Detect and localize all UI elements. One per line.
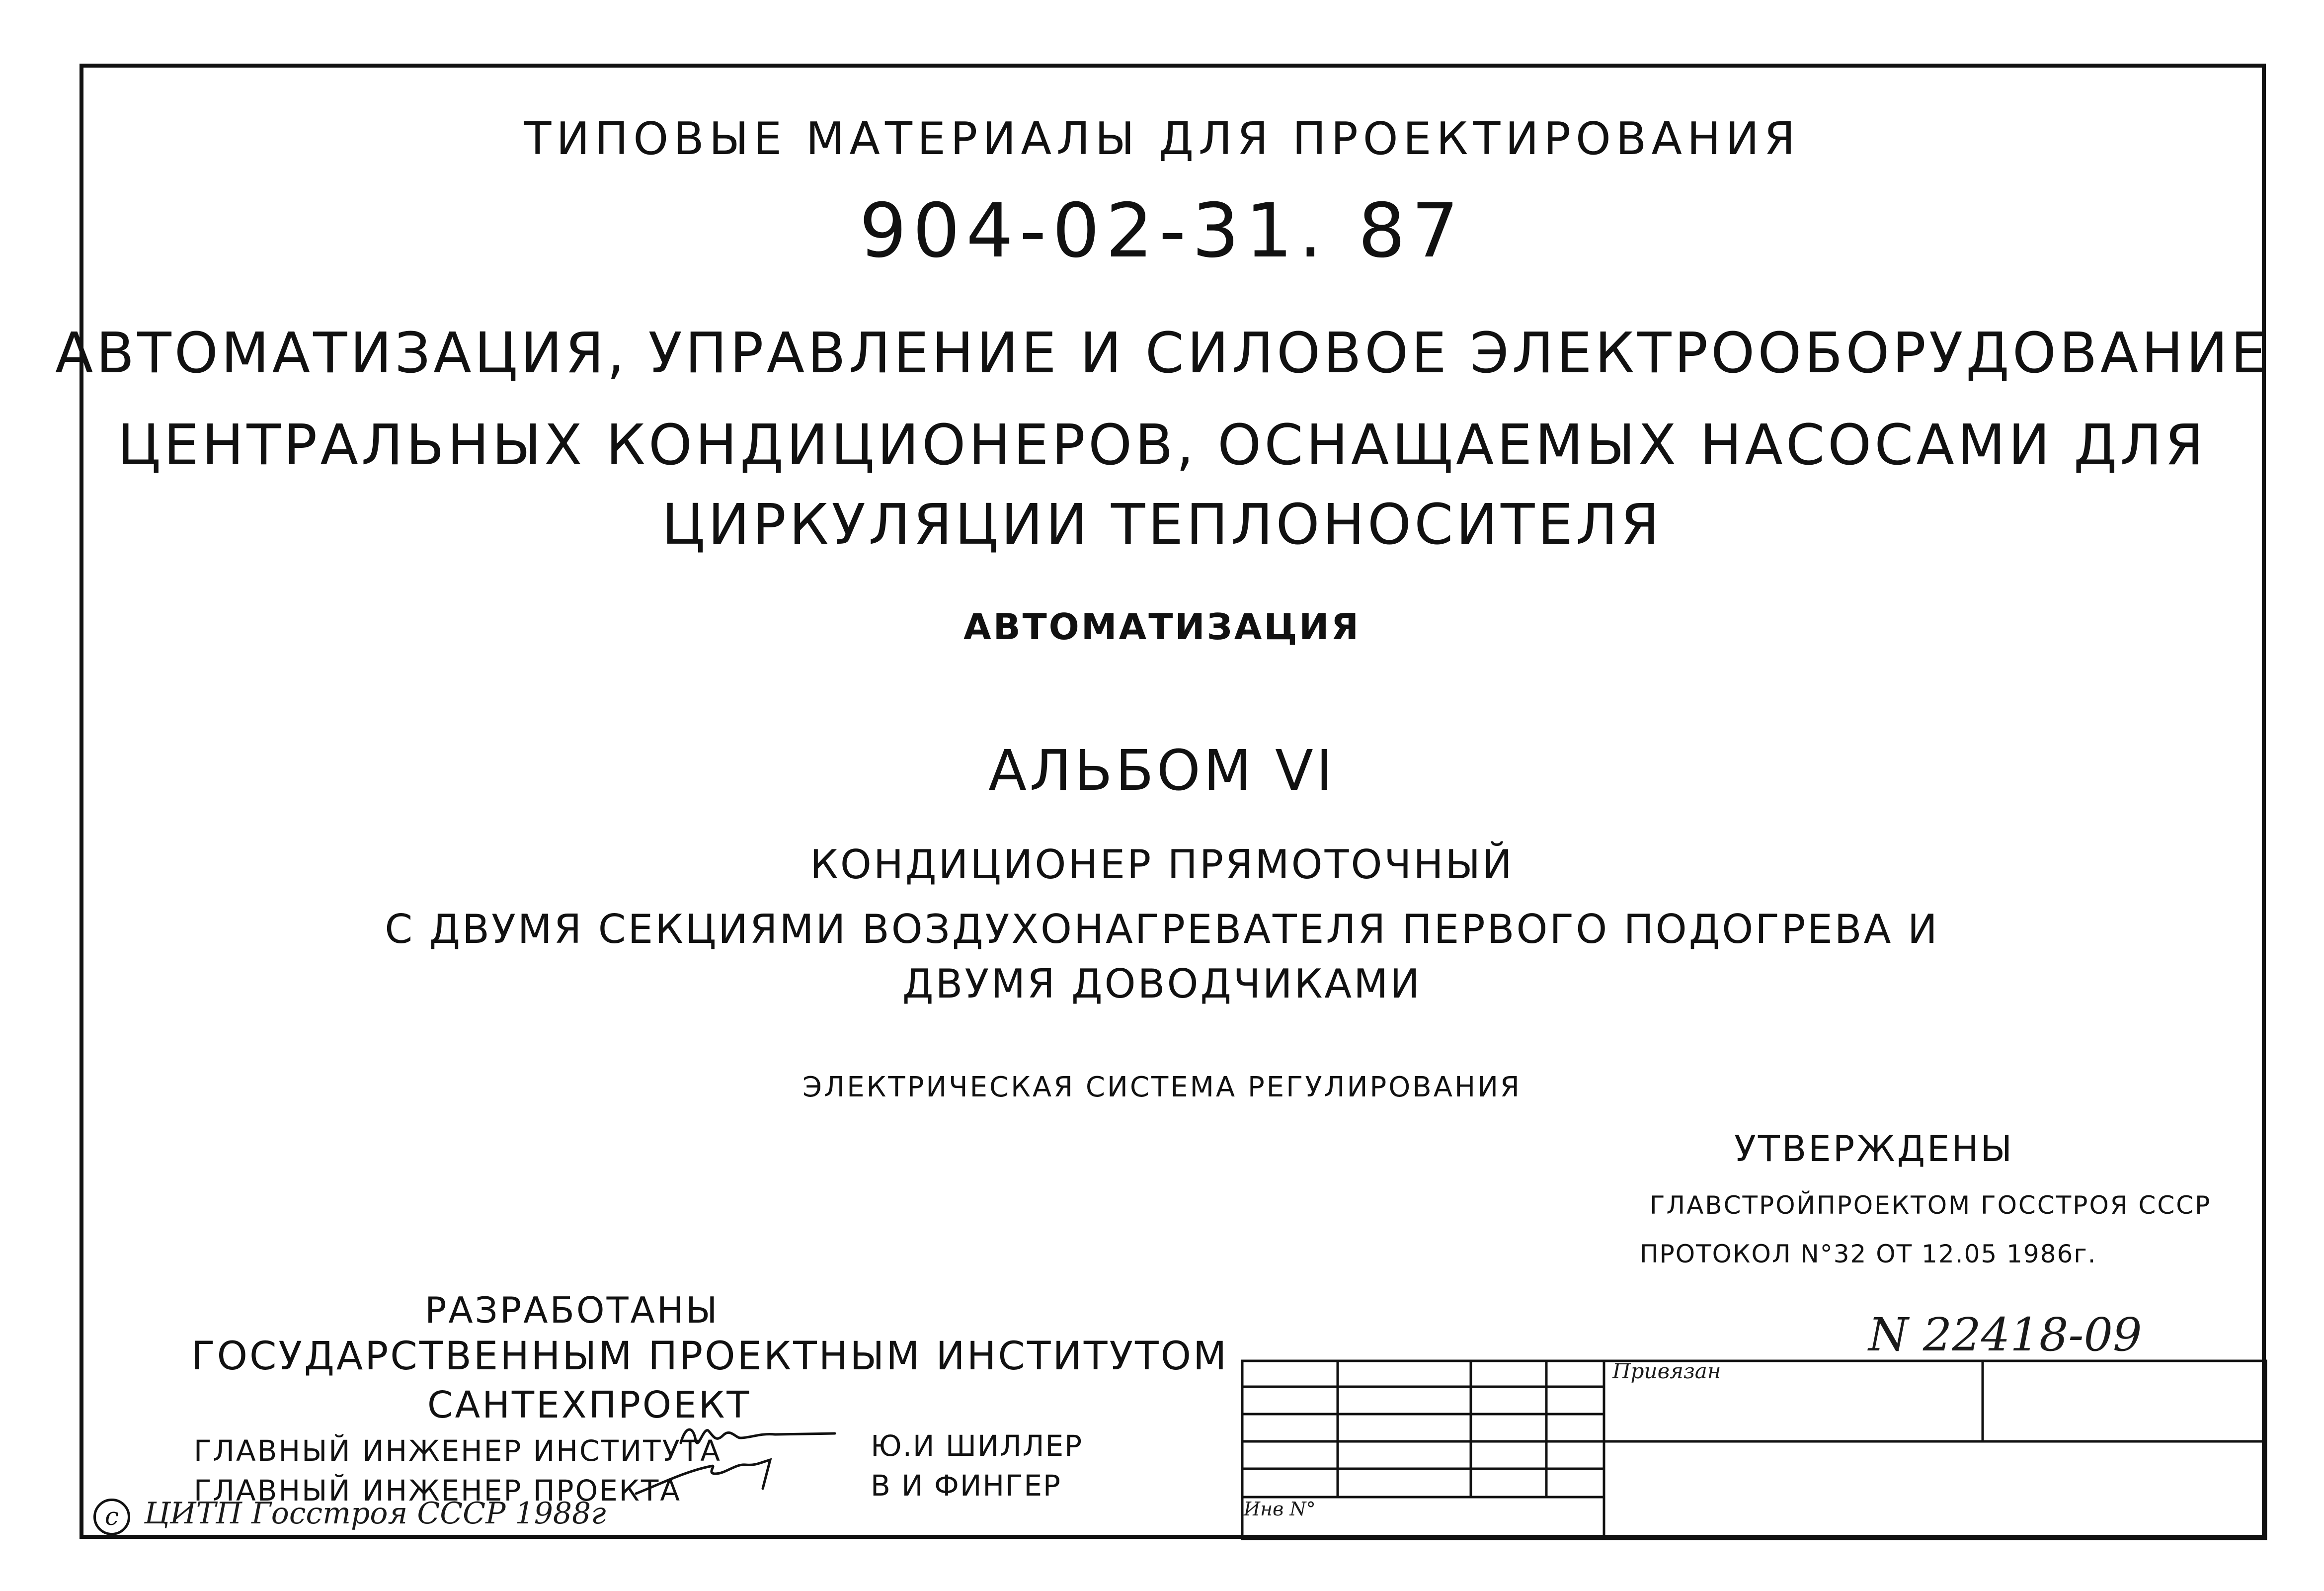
developer-institute: САНТЕХПРОЕКТ [427, 1384, 751, 1426]
inventory-number-label: Инв N° [1244, 1498, 1316, 1520]
album-heading: АЛЬБОМ VI [988, 739, 1336, 803]
role-chief-engineer-institute: ГЛАВНЫЙ ИНЖЕНЕР ИНСТИТУТА [194, 1434, 722, 1468]
system-heading: ЭЛЕКТРИЧЕСКАЯ СИСТЕМА РЕГУЛИРОВАНИЯ [802, 1071, 1522, 1103]
signature-shiller [676, 1416, 840, 1455]
role-chief-engineer-project: ГЛАВНЫЙ ИНЖЕНЕР ПРОЕКТА [194, 1474, 682, 1507]
signature-finger [631, 1454, 810, 1499]
approval-title: УТВЕРЖДЕНЫ [1734, 1128, 2014, 1170]
copyright-icon: c [93, 1499, 130, 1535]
title-line-3: ЦИРКУЛЯЦИИ ТЕПЛОНОСИТЕЛЯ [661, 493, 1663, 557]
subtitle-line-3: ДВУМЯ ДОВОДЧИКАМИ [902, 961, 1422, 1007]
title-line-2: ЦЕНТРАЛЬНЫХ КОНДИЦИОНЕРОВ, ОСНАЩАЕМЫХ НАСОСАМИ ДЛЯ [117, 413, 2207, 478]
title-line-1: АВТОМАТИЗАЦИЯ, УПРАВЛЕНИЕ И СИЛОВОЕ ЭЛЕКТРООБОРУДОВАНИЕ [55, 321, 2269, 386]
developer-organization: ГОСУДАРСТВЕННЫМ ПРОЕКТНЫМ ИНСТИТУТОМ [191, 1334, 1229, 1379]
registration-number: N 22418-09 [1868, 1308, 2142, 1361]
footer-copyright-note: ЦИТП Госстроя СССР 1988г [144, 1496, 606, 1531]
document-number: 904-02-31. 87 [859, 188, 1465, 274]
developer-title: РАЗРАБОТАНЫ [425, 1289, 720, 1331]
approval-authority: ГЛАВСТРОЙПРОЕКТОМ ГОССТРОЯ СССР [1650, 1191, 2212, 1220]
subtitle-line-2: С ДВУМЯ СЕКЦИЯМИ ВОЗДУХОНАГРЕВАТЕЛЯ ПЕРВОГО ПОДОГРЕВА И [385, 906, 1939, 952]
section-heading: АВТОМАТИЗАЦИЯ [963, 606, 1361, 648]
person-finger: В И ФИНГЕР [871, 1469, 1061, 1503]
person-shiller: Ю.И ШИЛЛЕР [871, 1429, 1083, 1463]
approval-protocol: ПРОТОКОЛ N°32 ОТ 12.05 1986г. [1640, 1240, 2097, 1268]
subtitle-line-1: КОНДИЦИОНЕР ПРЯМОТОЧНЫЙ [810, 841, 1514, 888]
series-heading: ТИПОВЫЕ МАТЕРИАЛЫ ДЛЯ ПРОЕКТИРОВАНИЯ [524, 113, 1800, 165]
bound-label: Привязан [1612, 1359, 1721, 1383]
